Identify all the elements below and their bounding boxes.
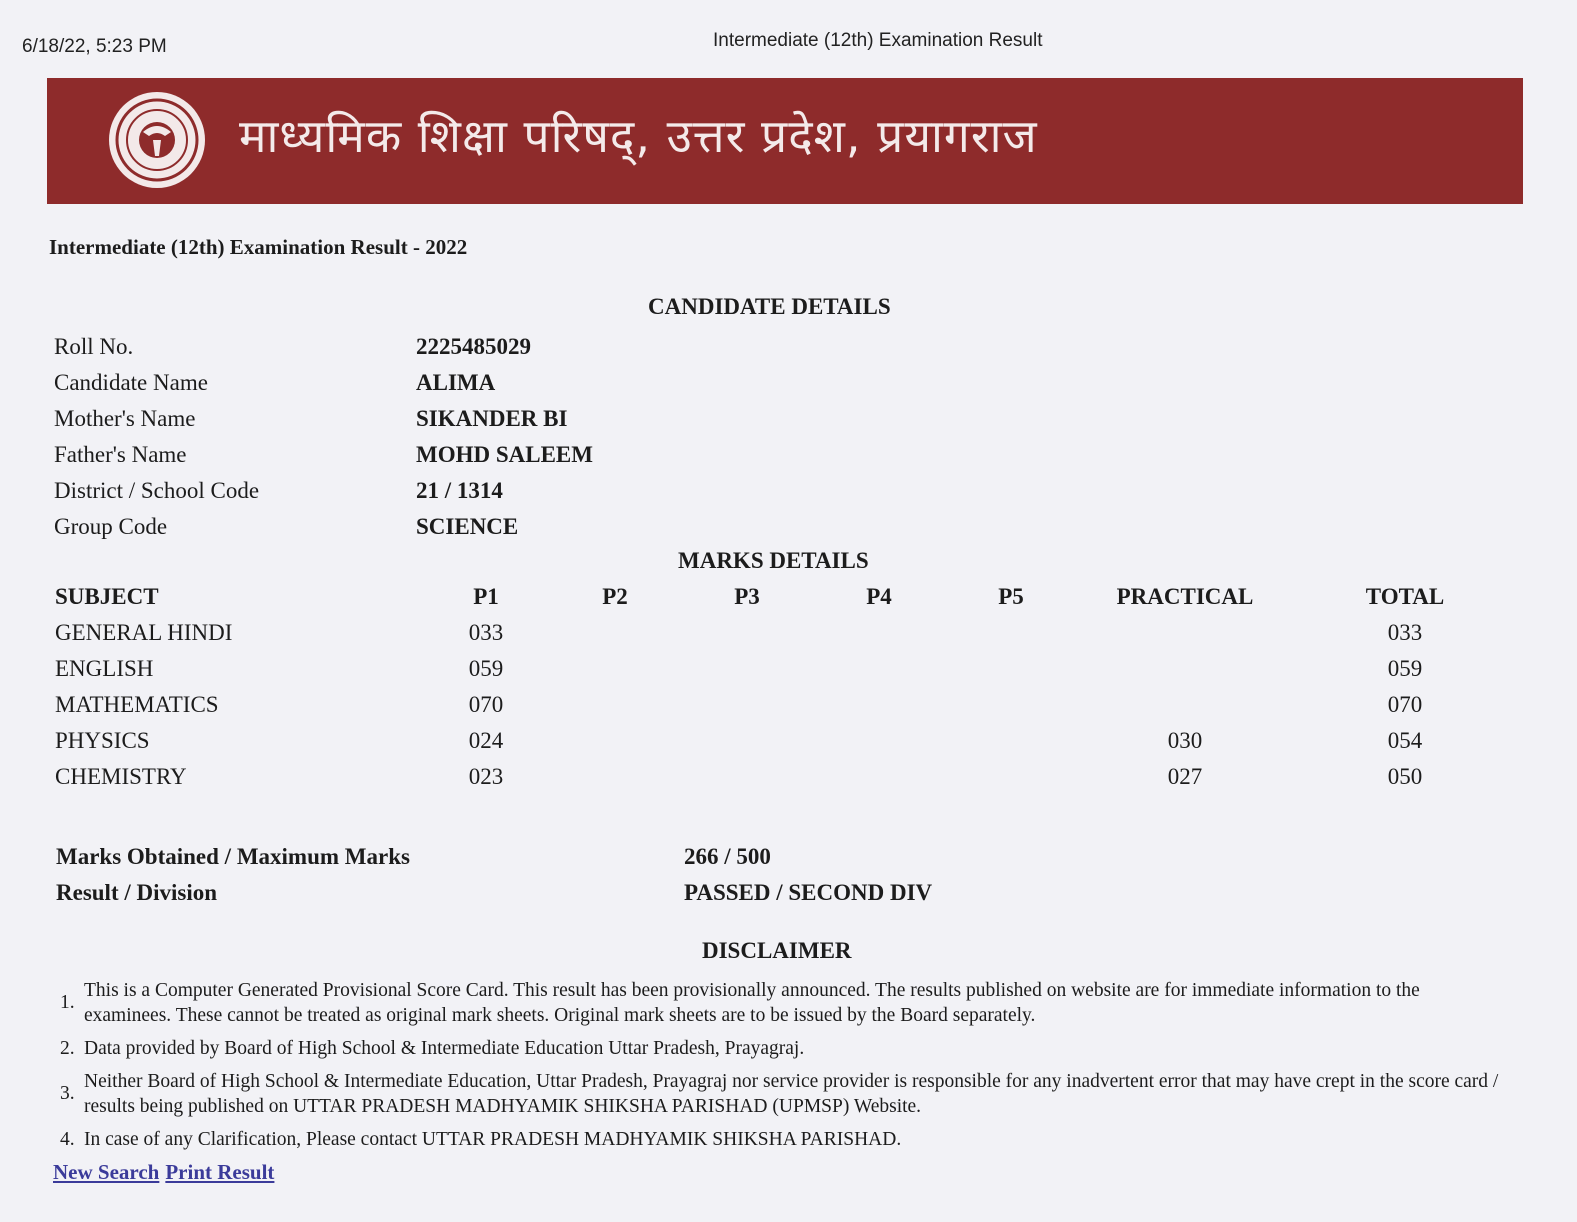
column-header-p1: P1 xyxy=(473,584,499,609)
new-search-link[interactable]: New Search xyxy=(53,1160,160,1184)
column-header-total: TOTAL xyxy=(1365,584,1445,609)
subject-cell: MATHEMATICS xyxy=(55,692,219,717)
disclaimer-item xyxy=(60,1036,1510,1061)
subject-cell: PHYSICS xyxy=(55,728,150,753)
table-row xyxy=(55,620,1485,656)
disclaimer-item xyxy=(60,1069,1510,1119)
total-cell: 054 xyxy=(1387,728,1423,753)
detail-value: 21 / 1314 xyxy=(416,478,503,503)
result-division-label: Result / Division xyxy=(56,880,218,905)
total-cell: 033 xyxy=(1387,620,1423,645)
column-header-p2: P2 xyxy=(602,584,628,609)
column-header-p3: P3 xyxy=(734,584,760,609)
print-date: 6/18/22, 5:23 PM xyxy=(22,36,167,57)
disclaimer-number: 2. xyxy=(60,1038,75,1059)
detail-value: ALIMA xyxy=(416,370,496,395)
result-division-value: PASSED / SECOND DIV xyxy=(684,880,933,905)
column-header-subject: SUBJECT xyxy=(55,584,159,609)
table-row xyxy=(55,764,1485,800)
total-cell: 050 xyxy=(1387,764,1423,789)
detail-label: Mother's Name xyxy=(54,406,196,431)
board-banner xyxy=(47,78,1523,204)
table-row xyxy=(55,692,1485,728)
marks-header-row xyxy=(55,584,1485,620)
table-row xyxy=(55,728,1485,764)
disclaimer-item xyxy=(60,1127,1510,1152)
p1-cell: 059 xyxy=(468,656,504,681)
detail-label: District / School Code xyxy=(54,478,260,503)
detail-value: MOHD SALEEM xyxy=(416,442,593,467)
page-heading: Intermediate (12th) Examination Result - 2022 xyxy=(49,235,468,259)
disclaimer-item xyxy=(60,978,1510,1028)
disclaimer-text: Neither Board of High School & Intermediate Education, Uttar Pradesh, Prayagraj nor service provider is responsible for any inadvertent error that may have crept in the score card / results being published on UTTAR PRADESH MADHYAMIK SHIKSHA PARISHAD (UPMSP) Website. xyxy=(84,1071,1499,1117)
disclaimer-number: 4. xyxy=(60,1129,75,1150)
detail-value: SIKANDER BI xyxy=(416,406,568,431)
print-title: Intermediate (12th) Examination Result xyxy=(713,30,1043,51)
up-government-seal-icon xyxy=(107,90,207,190)
action-links xyxy=(53,1160,280,1185)
marks-obtained-value: 266 / 500 xyxy=(684,844,771,869)
disclaimer-list xyxy=(60,978,1510,1160)
detail-value: SCIENCE xyxy=(416,514,519,539)
column-header-p4: P4 xyxy=(866,584,892,609)
table-row xyxy=(55,656,1485,692)
p1-cell: 023 xyxy=(468,764,504,789)
marks-obtained-label: Marks Obtained / Maximum Marks xyxy=(56,844,410,869)
subject-cell: GENERAL HINDI xyxy=(55,620,233,645)
total-cell: 070 xyxy=(1387,692,1423,717)
marks-details-heading: MARKS DETAILS xyxy=(678,548,869,573)
p1-cell: 024 xyxy=(468,728,504,753)
disclaimer-text: This is a Computer Generated Provisional Score Card. This result has been provisionally announced. The results published on website are for immediate information to the examinees. These cannot be treated as original mark sheets. Original mark sheets are to be issued by the Board separately. xyxy=(84,980,1420,1026)
practical-cell: 027 xyxy=(1167,764,1203,789)
marks-table xyxy=(55,584,1485,800)
p1-cell: 070 xyxy=(468,692,504,717)
disclaimer-text: In case of any Clarification, Please contact UTTAR PRADESH MADHYAMIK SHIKSHA PARISHAD. xyxy=(84,1129,902,1150)
practical-cell: 030 xyxy=(1167,728,1203,753)
print-result-link[interactable]: Print Result xyxy=(165,1160,275,1184)
candidate-details-heading: CANDIDATE DETAILS xyxy=(648,294,891,319)
p1-cell: 033 xyxy=(468,620,504,645)
print-header xyxy=(0,30,1577,60)
subject-cell: CHEMISTRY xyxy=(55,764,187,789)
disclaimer-number: 3. xyxy=(60,1083,75,1104)
detail-label: Father's Name xyxy=(54,442,187,467)
disclaimer-heading: DISCLAIMER xyxy=(702,938,852,963)
column-header-p5: P5 xyxy=(998,584,1024,609)
banner-title: माध्यमिक शिक्षा परिषद्, उत्तर प्रदेश, प्रयागराज xyxy=(239,109,1038,163)
detail-label: Group Code xyxy=(54,514,168,539)
detail-value: 2225485029 xyxy=(416,334,531,359)
detail-label: Candidate Name xyxy=(54,370,208,395)
column-header-practical: PRACTICAL xyxy=(1116,584,1254,609)
disclaimer-text: Data provided by Board of High School & Intermediate Education Uttar Pradesh, Prayagraj. xyxy=(84,1038,805,1059)
subject-cell: ENGLISH xyxy=(55,656,154,681)
total-cell: 059 xyxy=(1387,656,1423,681)
disclaimer-number: 1. xyxy=(60,992,75,1013)
detail-label: Roll No. xyxy=(54,334,134,359)
